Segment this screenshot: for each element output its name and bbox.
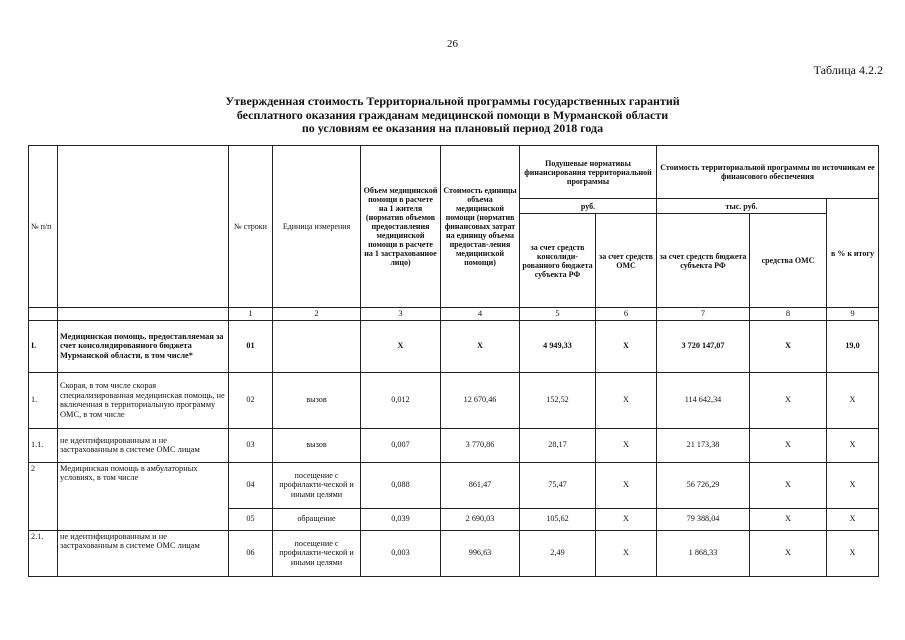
cell-oms-rub: X (596, 462, 657, 508)
cell-oms-rub: X (596, 530, 657, 576)
cell-budget-thous: 1 868,33 (657, 530, 750, 576)
cell-volume: 0,039 (361, 508, 441, 530)
cell-percent: X (827, 372, 879, 428)
cell-budget-thous: 114 642,34 (657, 372, 750, 428)
cell-cost: 861,47 (441, 462, 520, 508)
table-row (29, 428, 879, 462)
header-volume: Объем медицинской помощи в расчете на 1 жителя (норматив объемов предоставления медицинской помощи в расчете на 1 застрахованное лицо) (361, 146, 441, 308)
cell-budget-rub: 75,47 (520, 462, 596, 508)
column-number: 3 (361, 308, 441, 321)
header-oms-rub: за счет средств ОМС (596, 214, 657, 308)
cell-oms-rub: X (596, 372, 657, 428)
cell-unit (273, 320, 361, 372)
cell-percent: X (827, 462, 879, 508)
header-num: № п/п (29, 146, 58, 308)
column-number-empty (29, 308, 58, 321)
column-number: 7 (657, 308, 750, 321)
column-number: 5 (520, 308, 596, 321)
cell-unit: вызов (273, 428, 361, 462)
cell-oms-thous: X (750, 320, 827, 372)
cell-unit: вызов (273, 372, 361, 428)
cell-desc: не идентифицированным и не застрахованным в системе ОМС лицам (58, 428, 229, 462)
cell-percent: X (827, 508, 879, 530)
cell-oms-thous: X (750, 428, 827, 462)
cell-num: 2 (29, 462, 58, 530)
cell-num: I. (29, 320, 58, 372)
table-row (29, 320, 879, 372)
cell-oms-rub: X (596, 320, 657, 372)
table-row (29, 530, 879, 576)
table-row (29, 372, 879, 428)
cell-row: 02 (229, 372, 273, 428)
cell-oms-rub: X (596, 428, 657, 462)
cell-desc: Медицинская помощь в амбулаторных условиях, в том числе (58, 462, 229, 530)
cell-cost: 996,63 (441, 530, 520, 576)
header-budget-thous: за счет средств бюджета субъекта РФ (657, 214, 750, 308)
cost-table (28, 145, 879, 577)
cell-percent: X (827, 530, 879, 576)
header-oms-thous: средства ОМС (750, 214, 827, 308)
cell-oms-thous: X (750, 508, 827, 530)
cell-unit: обращение (273, 508, 361, 530)
cell-volume: 0,003 (361, 530, 441, 576)
header-desc (58, 146, 229, 308)
header-rub: руб. (520, 199, 657, 214)
cell-volume: 0,012 (361, 372, 441, 428)
cell-oms-thous: X (750, 530, 827, 576)
cell-desc: Медицинская помощь, предоставляемая за счет консолидированного бюджета Мурманской области, в том числе* (58, 320, 229, 372)
cell-row: 05 (229, 508, 273, 530)
cell-budget-rub: 105,62 (520, 508, 596, 530)
header-budget-rub: за счет средств консолиди-рованного бюджета субъекта РФ (520, 214, 596, 308)
header-percapita: Подушевые нормативы финансирования территориальной программы (520, 146, 657, 199)
title-line-1: Утвержденная стоимость Территориальной программы государственных гарантий (225, 94, 680, 108)
table-label: Таблица 4.2.2 (813, 63, 883, 77)
cell-unit: посещение с профилакти-ческой и иными целями (273, 530, 361, 576)
cell-volume: 0,088 (361, 462, 441, 508)
table-row (29, 462, 879, 508)
cell-num: 1.1. (29, 428, 58, 462)
cell-budget-rub: 152,52 (520, 372, 596, 428)
title-line-2: бесплатного оказания гражданам медицинской помощи в Мурманской области (236, 107, 669, 122)
cell-cost: 3 770,86 (441, 428, 520, 462)
column-number: 9 (827, 308, 879, 321)
page-number: 26 (447, 38, 458, 50)
cell-budget-rub: 28,17 (520, 428, 596, 462)
column-number: 2 (273, 308, 361, 321)
header-percent: в % к итогу (827, 199, 879, 308)
column-number-empty (58, 308, 229, 321)
cell-desc: Скорая, в том числе скорая специализированная медицинская помощь, не включенная в территориальную программу ОМС, в том числе (58, 372, 229, 428)
cell-percent: X (827, 428, 879, 462)
cell-volume: 0,007 (361, 428, 441, 462)
column-number: 6 (596, 308, 657, 321)
header-unit: Единица измерения (273, 146, 361, 308)
cell-num: 1. (29, 372, 58, 428)
cell-row: 04 (229, 462, 273, 508)
cell-row: 03 (229, 428, 273, 462)
cell-oms-thous: X (750, 372, 827, 428)
cell-cost: 2 690,03 (441, 508, 520, 530)
column-number: 4 (441, 308, 520, 321)
cell-cost: X (441, 320, 520, 372)
header-thous-rub: тыс. руб. (657, 199, 827, 214)
cell-percent: 19,0 (827, 320, 879, 372)
header-program-cost: Стоимость территориальной программы по источникам ее финансового обеспечения (657, 146, 879, 199)
cell-row: 01 (229, 320, 273, 372)
cell-budget-thous: 21 173,38 (657, 428, 750, 462)
column-number: 1 (229, 308, 273, 321)
title-line-3: по условиям ее оказания на плановый период 2018 года (301, 121, 604, 135)
column-number: 8 (750, 308, 827, 321)
document-title (140, 95, 765, 136)
cell-unit: посещение с профилакти-ческой и иными целями (273, 462, 361, 508)
cell-oms-rub: X (596, 508, 657, 530)
header-row-number: № строки (229, 146, 273, 308)
cell-budget-thous: 3 720 147,07 (657, 320, 750, 372)
header-cost: Стоимость единицы объема медицинской помощи (норматив финансовых затрат на единицу объема предостав-ления медицинской помощи) (441, 146, 520, 308)
cell-desc: не идентифицированным и не застрахованным в системе ОМС лицам (58, 530, 229, 576)
cell-cost: 12 670,46 (441, 372, 520, 428)
cell-num: 2.1. (29, 530, 58, 576)
cell-volume: X (361, 320, 441, 372)
cell-budget-thous: 79 388,04 (657, 508, 750, 530)
cell-row: 06 (229, 530, 273, 576)
cell-oms-thous: X (750, 462, 827, 508)
cell-budget-rub: 2,49 (520, 530, 596, 576)
cell-budget-thous: 56 726,29 (657, 462, 750, 508)
cell-budget-rub: 4 949,33 (520, 320, 596, 372)
